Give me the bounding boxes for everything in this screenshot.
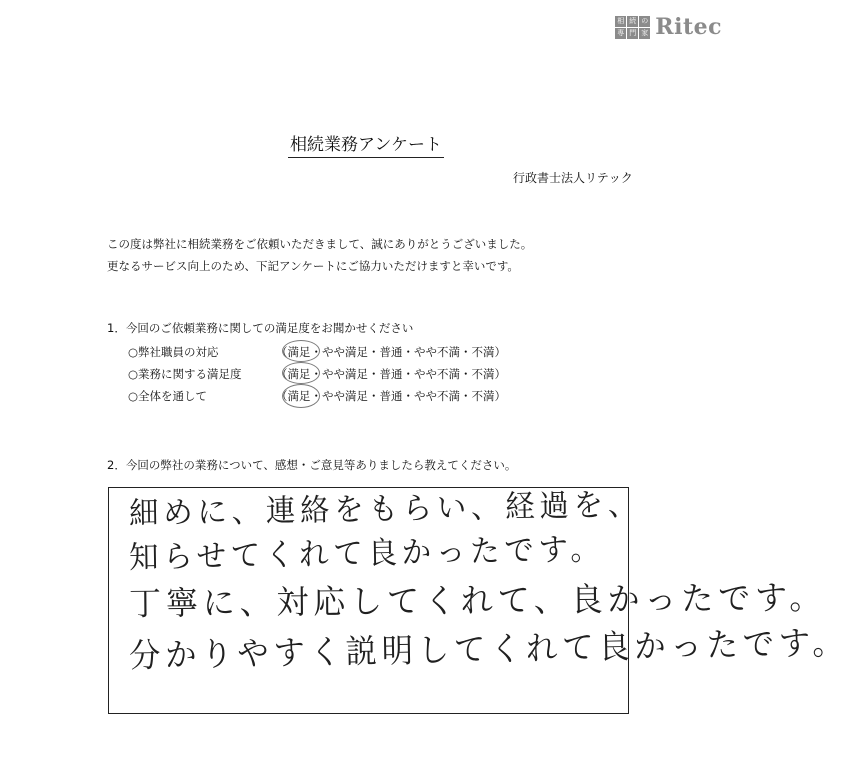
question-1-item-label: ○業務に関する満足度	[128, 367, 242, 381]
page-title	[0, 130, 732, 155]
seal-char: 相	[617, 16, 625, 25]
intro-line: この度は弊社に相続業務をご依頼いただきまして、誠にありがとうございました。	[107, 237, 533, 251]
selected-mark-circle	[282, 340, 320, 362]
question-1-item-label: ○全体を通して	[128, 389, 208, 403]
logo-seal	[615, 16, 650, 39]
intro-line: 更なるサービス向上のため、下記アンケートにご協力いただけますと幸いです。	[107, 259, 519, 273]
question-1-item-choices: （満足・やや満足・普通・やや不満・不満）	[276, 345, 506, 359]
question-1-item-label: ○弊社職員の対応	[128, 345, 219, 359]
logo	[615, 14, 722, 40]
handwritten-answer-line: 知らせてくれて良かったです。	[128, 531, 605, 576]
handwritten-answer-line: 丁寧に、対応してくれて、良かったです。	[128, 577, 827, 623]
question-1-label: 1．今回のご依頼業務に関しての満足度をお聞かせください	[107, 321, 414, 335]
selected-mark-circle	[282, 362, 320, 384]
question-1-item-choices: （満足・やや満足・普通・やや不満・不満）	[276, 367, 506, 381]
page-title-text: 相続業務アンケート	[288, 135, 444, 158]
answer-box[interactable]	[108, 486, 849, 714]
handwritten-answer-line: 細めに、連絡をもらい、経過を、	[128, 486, 643, 532]
seal-char: 専	[617, 28, 625, 37]
logo-brand: Ritec	[655, 14, 722, 40]
seal-char: 続	[629, 16, 637, 25]
seal-char: の	[641, 16, 649, 25]
seal-char: 門	[629, 28, 637, 37]
seal-char: 家	[641, 28, 649, 37]
selected-mark-circle	[282, 384, 320, 408]
organization-name: 行政書士法人リテック	[513, 171, 633, 185]
handwritten-answer-line: 分かりやすく説明してくれて良かったです。	[128, 622, 849, 675]
question-1-item-choices: （満足・やや満足・普通・やや不満・不満）	[276, 389, 506, 403]
question-2-label: 2．今回の弊社の業務について、感想・ご意見等ありましたら教えてください。	[107, 458, 517, 472]
